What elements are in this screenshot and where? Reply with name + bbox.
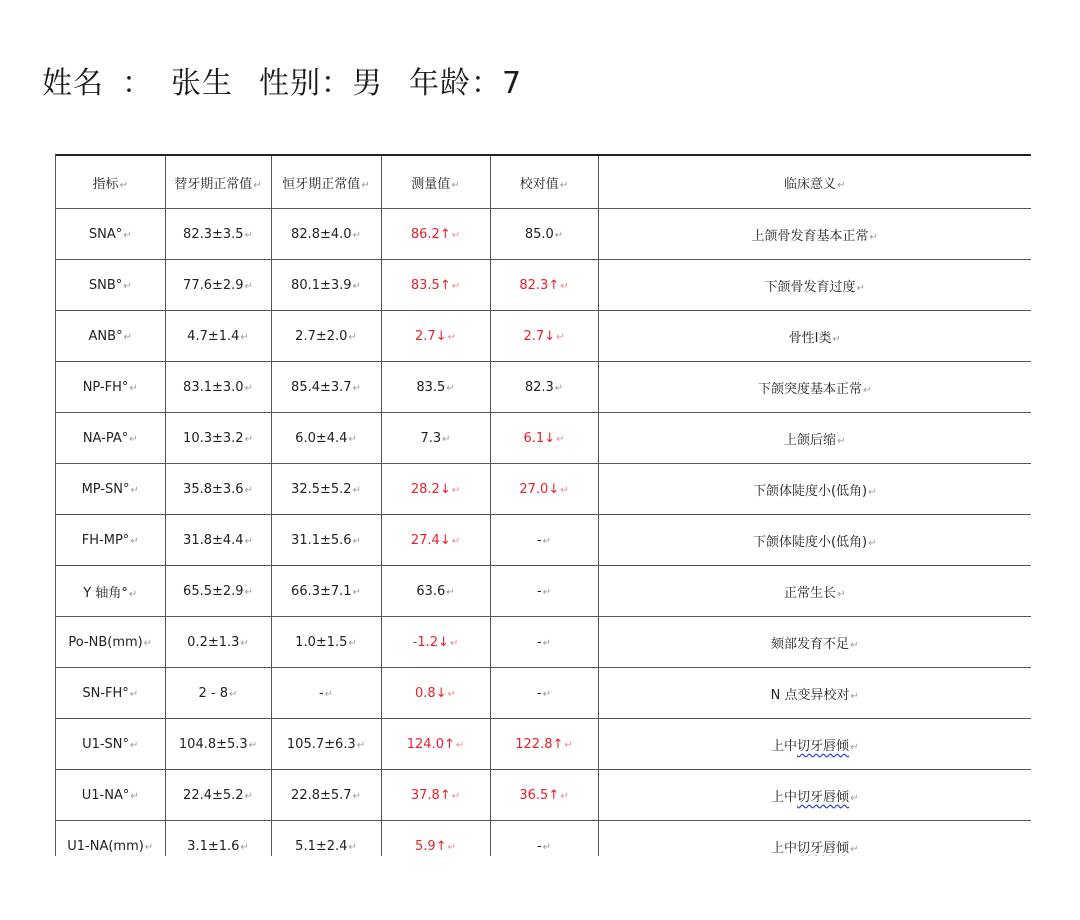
clinical-meaning-text: 骨性Ⅰ类: [788, 330, 832, 346]
cell-index-text: Po-NB(mm): [68, 634, 143, 650]
cell-mixed-normal-text: 65.5±2.9: [183, 583, 244, 599]
paragraph-mark-icon: ↵: [837, 588, 846, 600]
cell-mixed-normal-text: 0.2±1.3: [187, 634, 240, 650]
paragraph-mark-icon: ↵: [348, 433, 357, 445]
cell-checked-text: 82.3: [524, 379, 554, 395]
cell-permanent-normal-text: 82.8±4.0: [291, 226, 352, 242]
cell-permanent-normal-text: 1.0±1.5: [295, 634, 348, 650]
cell-mixed-normal: [165, 362, 271, 413]
paragraph-mark-icon: ↵: [856, 282, 865, 294]
paragraph-mark-icon: ↵: [850, 741, 859, 753]
cell-permanent-normal-text: 2.7±2.0: [295, 328, 348, 344]
table-row: [56, 260, 1031, 311]
paragraph-mark-icon: ↵: [352, 382, 361, 394]
paragraph-mark-icon: ↵: [352, 229, 361, 241]
cell-mixed-normal-text: 22.4±5.2: [183, 787, 244, 803]
clinical-meaning-text: 上中: [771, 789, 798, 805]
cell-checked: [490, 515, 598, 566]
cell-mixed-normal-text: 77.6±2.9: [183, 277, 244, 293]
cell-measured: [381, 209, 490, 260]
cell-measured: [381, 311, 490, 362]
patient-info-line: [42, 58, 522, 102]
paragraph-mark-icon: ↵: [446, 586, 455, 598]
paragraph-mark-icon: ↵: [863, 384, 872, 396]
cell-checked-text: 6.1↓: [523, 430, 556, 446]
cell-permanent-normal: [271, 311, 381, 362]
cell-measured: [381, 668, 490, 719]
paragraph-mark-icon: ↵: [352, 484, 361, 496]
age-value: 7: [502, 66, 523, 101]
cell-checked-text: -: [536, 634, 542, 650]
cell-mixed-normal: [165, 260, 271, 311]
paragraph-mark-icon: ↵: [451, 535, 461, 547]
cell-measured: [381, 260, 490, 311]
clinical-meaning-text: 上颌骨发育基本正常: [751, 228, 869, 244]
cell-permanent-normal: [271, 464, 381, 515]
paragraph-mark-icon: ↵: [356, 739, 366, 751]
paragraph-mark-icon: ↵: [253, 179, 262, 191]
cell-permanent-normal: [271, 770, 381, 821]
cell-clinical-meaning: [598, 821, 1031, 857]
cell-checked: [490, 770, 598, 821]
cell-index-text: MP-SN°: [81, 481, 130, 497]
paragraph-mark-icon: ↵: [554, 229, 564, 241]
cell-checked: [490, 719, 598, 770]
paragraph-mark-icon: ↵: [129, 433, 138, 445]
cell-index: [56, 413, 165, 464]
cell-measured: [381, 515, 490, 566]
clinical-meaning-text: 上中: [771, 738, 798, 754]
header-mixed-dentition-normal: [165, 156, 271, 209]
paragraph-mark-icon: ↵: [559, 179, 569, 191]
cell-index: [56, 566, 165, 617]
table-header-row: [56, 156, 1031, 209]
clinical-meaning-text: 下颌突度基本正常: [758, 381, 863, 397]
table-row: [56, 209, 1031, 260]
paragraph-mark-icon: ↵: [556, 433, 565, 445]
header-checked-value-text: 校对值: [519, 176, 559, 192]
paragraph-mark-icon: ↵: [868, 486, 877, 498]
cell-measured-text: 0.8↓: [415, 685, 447, 701]
cell-measured: [381, 464, 490, 515]
paragraph-mark-icon: ↵: [447, 688, 456, 700]
cell-checked: [490, 413, 598, 464]
cell-checked: [490, 464, 598, 515]
cell-index-text: U1-NA°: [81, 787, 130, 803]
cell-clinical-meaning: [598, 311, 1031, 362]
paragraph-mark-icon: ↵: [244, 790, 253, 802]
cell-clinical-meaning: [598, 668, 1031, 719]
cell-index-text: FH-MP°: [81, 532, 130, 548]
cell-mixed-normal-text: 82.3±3.5: [183, 226, 244, 242]
cell-index: [56, 821, 165, 857]
header-mixed-dentition-normal-text: 替牙期正常值: [174, 176, 253, 192]
cell-permanent-normal-text: 80.1±3.9: [291, 277, 352, 293]
paragraph-mark-icon: ↵: [119, 179, 128, 191]
cell-index-text: SNA°: [88, 226, 123, 242]
cell-checked-text: 82.3↑: [519, 277, 560, 293]
paragraph-mark-icon: ↵: [352, 790, 361, 802]
cell-measured-text: 86.2↑: [410, 226, 451, 242]
gender-label: 性别：: [259, 66, 352, 101]
table-row: [56, 311, 1031, 362]
cell-permanent-normal: [271, 719, 381, 770]
header-permanent-dentition-normal: [271, 156, 381, 209]
paragraph-mark-icon: ↵: [130, 484, 139, 496]
paragraph-mark-icon: ↵: [542, 841, 552, 853]
paragraph-mark-icon: ↵: [352, 535, 361, 547]
cell-index-text: U1-SN°: [82, 736, 130, 752]
clinical-meaning-text: 下颌体陡度小(低角): [752, 534, 868, 550]
paragraph-mark-icon: ↵: [868, 537, 877, 549]
cell-measured-text: 5.9↑: [415, 838, 447, 854]
cell-mixed-normal: [165, 413, 271, 464]
cell-checked: [490, 362, 598, 413]
age-label: 年龄：: [409, 66, 502, 101]
cell-permanent-normal: [271, 362, 381, 413]
cell-permanent-normal: [271, 209, 381, 260]
header-measured-value-text: 测量值: [411, 176, 451, 192]
cell-measured: [381, 362, 490, 413]
cell-clinical-meaning: [598, 515, 1031, 566]
paragraph-mark-icon: ↵: [248, 739, 258, 751]
cell-index-text: ANB°: [88, 328, 123, 344]
cell-index: [56, 311, 165, 362]
clinical-meaning-text: N 点变异校对: [770, 687, 850, 703]
spellcheck-underlined-text: 切牙唇倾: [797, 789, 850, 805]
paragraph-mark-icon: ↵: [244, 433, 253, 445]
paragraph-mark-icon: ↵: [560, 280, 569, 292]
cell-measured: [381, 719, 490, 770]
paragraph-mark-icon: ↵: [128, 588, 138, 600]
paragraph-mark-icon: ↵: [348, 841, 357, 853]
cell-mixed-normal: [165, 209, 271, 260]
cell-checked-text: 2.7↓: [523, 328, 556, 344]
cell-measured-text: 2.7↓: [415, 328, 447, 344]
paragraph-mark-icon: ↵: [449, 637, 459, 649]
cell-permanent-normal-text: 31.1±5.6: [291, 532, 352, 548]
cell-checked-text: 36.5↑: [519, 787, 560, 803]
clinical-meaning-text: 颏部发育不足: [771, 636, 850, 652]
clinical-meaning-text: 下颌骨发育过度: [764, 279, 856, 295]
paragraph-mark-icon: ↵: [455, 739, 465, 751]
paragraph-mark-icon: ↵: [837, 179, 846, 191]
cell-checked-text: -: [536, 532, 542, 548]
cell-measured-text: 7.3: [420, 430, 442, 446]
cell-permanent-normal-text: -: [318, 685, 324, 701]
paragraph-mark-icon: ↵: [451, 484, 461, 496]
paragraph-mark-icon: ↵: [240, 637, 249, 649]
paragraph-mark-icon: ↵: [130, 739, 139, 751]
paragraph-mark-icon: ↵: [442, 433, 451, 445]
cell-index-text: SNB°: [88, 277, 123, 293]
cell-permanent-normal: [271, 668, 381, 719]
paragraph-mark-icon: ↵: [144, 841, 154, 853]
cell-mixed-normal: [165, 566, 271, 617]
header-index-text: 指标: [92, 176, 119, 192]
cell-index-text: NA-PA°: [82, 430, 129, 446]
cell-permanent-normal: [271, 821, 381, 857]
cell-clinical-meaning: [598, 770, 1031, 821]
cell-checked-text: -: [536, 685, 542, 701]
cell-measured-text: 37.8↑: [410, 787, 451, 803]
paragraph-mark-icon: ↵: [130, 790, 139, 802]
paragraph-mark-icon: ↵: [143, 637, 153, 649]
cell-measured-text: 28.2↓: [410, 481, 451, 497]
cell-checked: [490, 209, 598, 260]
clinical-meaning-text: 下颌体陡度小(低角): [752, 483, 868, 499]
cell-index: [56, 515, 165, 566]
cell-measured-text: 63.6: [416, 583, 446, 599]
cell-permanent-normal-text: 105.7±6.3: [286, 736, 356, 752]
cell-permanent-normal: [271, 515, 381, 566]
header-index: [56, 156, 165, 209]
paragraph-mark-icon: ↵: [123, 331, 132, 343]
cell-clinical-meaning: [598, 617, 1031, 668]
cell-clinical-meaning: [598, 209, 1031, 260]
table-row: [56, 362, 1031, 413]
cell-measured: [381, 566, 490, 617]
paragraph-mark-icon: ↵: [352, 280, 361, 292]
cell-permanent-normal-text: 5.1±2.4: [295, 838, 348, 854]
cell-checked: [490, 617, 598, 668]
name-value: 张生: [171, 66, 233, 101]
cell-checked: [490, 566, 598, 617]
header-measured-value: [381, 156, 490, 209]
header-clinical-meaning-text: 临床意义: [784, 176, 837, 192]
cell-measured-text: -1.2↓: [412, 634, 449, 650]
paragraph-mark-icon: ↵: [850, 792, 859, 804]
cell-clinical-meaning: [598, 719, 1031, 770]
cell-mixed-normal-text: 10.3±3.2: [183, 430, 244, 446]
cell-mixed-normal: [165, 719, 271, 770]
paragraph-mark-icon: ↵: [348, 331, 357, 343]
paragraph-mark-icon: ↵: [542, 688, 552, 700]
cell-permanent-normal-text: 85.4±3.7: [291, 379, 352, 395]
cell-checked-text: -: [536, 583, 542, 599]
cell-permanent-normal: [271, 260, 381, 311]
paragraph-mark-icon: ↵: [542, 535, 552, 547]
cell-measured-text: 83.5↑: [410, 277, 451, 293]
cell-index: [56, 770, 165, 821]
cell-index-text: SN-FH°: [82, 685, 129, 701]
name-separator: ：: [122, 66, 153, 101]
cell-measured: [381, 770, 490, 821]
cell-measured-text: 83.5: [416, 379, 446, 395]
cell-permanent-normal-text: 66.3±7.1: [291, 583, 352, 599]
paragraph-mark-icon: ↵: [123, 229, 132, 241]
cell-permanent-normal: [271, 617, 381, 668]
table-row: [56, 719, 1031, 770]
clinical-meaning-text: 上颌后缩: [784, 432, 837, 448]
paragraph-mark-icon: ↵: [352, 586, 361, 598]
cell-checked-text: 27.0↓: [519, 481, 560, 497]
cell-clinical-meaning: [598, 566, 1031, 617]
table-row: [56, 413, 1031, 464]
cell-mixed-normal-text: 31.8±4.4: [183, 532, 244, 548]
table-row: [56, 617, 1031, 668]
table-row: [56, 821, 1031, 857]
paragraph-mark-icon: ↵: [850, 639, 859, 651]
paragraph-mark-icon: ↵: [850, 690, 859, 702]
paragraph-mark-icon: ↵: [554, 382, 564, 394]
cell-permanent-normal-text: 6.0±4.4: [295, 430, 348, 446]
header-permanent-dentition-normal-text: 恒牙期正常值: [282, 176, 361, 192]
paragraph-mark-icon: ↵: [869, 231, 878, 243]
paragraph-mark-icon: ↵: [130, 535, 139, 547]
paragraph-mark-icon: ↵: [832, 333, 841, 345]
cell-measured: [381, 617, 490, 668]
table-row: [56, 464, 1031, 515]
cell-checked: [490, 821, 598, 857]
cell-clinical-meaning: [598, 464, 1031, 515]
paragraph-mark-icon: ↵: [129, 688, 139, 700]
paragraph-mark-icon: ↵: [451, 280, 461, 292]
cell-mixed-normal: [165, 770, 271, 821]
cell-checked: [490, 260, 598, 311]
cell-mixed-normal: [165, 617, 271, 668]
paragraph-mark-icon: ↵: [244, 382, 253, 394]
cell-index: [56, 719, 165, 770]
cell-index-text: Y 轴角°: [83, 585, 128, 601]
cell-index: [56, 260, 165, 311]
paragraph-mark-icon: ↵: [240, 841, 249, 853]
paragraph-mark-icon: ↵: [244, 229, 253, 241]
paragraph-mark-icon: ↵: [560, 790, 569, 802]
cell-clinical-meaning: [598, 413, 1031, 464]
table-row: [56, 515, 1031, 566]
paragraph-mark-icon: ↵: [564, 739, 573, 751]
paragraph-mark-icon: ↵: [348, 637, 357, 649]
cell-permanent-normal: [271, 413, 381, 464]
cell-mixed-normal: [165, 821, 271, 857]
paragraph-mark-icon: ↵: [361, 179, 370, 191]
cell-index: [56, 617, 165, 668]
paragraph-mark-icon: ↵: [542, 586, 552, 598]
cell-mixed-normal: [165, 311, 271, 362]
cell-permanent-normal-text: 32.5±5.2: [291, 481, 352, 497]
cell-checked-text: 122.8↑: [515, 736, 564, 752]
paragraph-mark-icon: ↵: [324, 688, 334, 700]
cell-clinical-meaning: [598, 362, 1031, 413]
cell-mixed-normal: [165, 668, 271, 719]
cephalometric-table: [56, 156, 1031, 856]
cell-checked-text: -: [536, 838, 542, 854]
cell-mixed-normal: [165, 515, 271, 566]
spellcheck-underlined-text: 切牙唇倾: [797, 840, 850, 856]
cell-mixed-normal-text: 2 - 8: [198, 685, 229, 701]
gender-value: 男: [352, 66, 383, 101]
paragraph-mark-icon: ↵: [556, 331, 565, 343]
clinical-meaning-text: 正常生长: [784, 585, 837, 601]
cell-checked: [490, 311, 598, 362]
cell-permanent-normal: [271, 566, 381, 617]
spellcheck-underlined-text: 切牙唇倾: [797, 738, 850, 754]
cell-index: [56, 362, 165, 413]
cell-checked: [490, 668, 598, 719]
table-row: [56, 566, 1031, 617]
cell-mixed-normal-text: 104.8±5.3: [178, 736, 248, 752]
cell-index: [56, 464, 165, 515]
paragraph-mark-icon: ↵: [837, 435, 846, 447]
cell-mixed-normal-text: 4.7±1.4: [187, 328, 240, 344]
paragraph-mark-icon: ↵: [447, 331, 456, 343]
cell-mixed-normal: [165, 464, 271, 515]
paragraph-mark-icon: ↵: [229, 688, 238, 700]
paragraph-mark-icon: ↵: [244, 535, 253, 547]
cell-measured-text: 124.0↑: [406, 736, 455, 752]
cell-mixed-normal-text: 35.8±3.6: [183, 481, 244, 497]
table-row: [56, 668, 1031, 719]
cell-index: [56, 668, 165, 719]
paragraph-mark-icon: ↵: [542, 637, 552, 649]
header-checked-value: [490, 156, 598, 209]
paragraph-mark-icon: ↵: [447, 841, 456, 853]
paragraph-mark-icon: ↵: [244, 280, 253, 292]
cell-index-text: U1-NA(mm): [67, 838, 144, 854]
header-clinical-meaning: [598, 156, 1031, 209]
cell-clinical-meaning: [598, 260, 1031, 311]
paragraph-mark-icon: ↵: [244, 484, 253, 496]
paragraph-mark-icon: ↵: [446, 382, 455, 394]
paragraph-mark-icon: ↵: [451, 179, 460, 191]
paragraph-mark-icon: ↵: [850, 843, 859, 855]
cell-measured: [381, 821, 490, 857]
paragraph-mark-icon: ↵: [240, 331, 249, 343]
paragraph-mark-icon: ↵: [129, 382, 138, 394]
table-row: [56, 770, 1031, 821]
cell-checked-text: 85.0: [524, 226, 554, 242]
paragraph-mark-icon: ↵: [451, 790, 461, 802]
name-label: 姓名: [42, 66, 104, 101]
cephalometric-table-container: [55, 154, 1031, 856]
cell-measured-text: 27.4↓: [410, 532, 451, 548]
clinical-meaning-text: 上中: [771, 840, 798, 856]
table-body: [56, 156, 1031, 856]
paragraph-mark-icon: ↵: [123, 280, 132, 292]
cell-mixed-normal-text: 3.1±1.6: [187, 838, 240, 854]
cell-permanent-normal-text: 22.8±5.7: [291, 787, 352, 803]
paragraph-mark-icon: ↵: [244, 586, 253, 598]
cell-index: [56, 209, 165, 260]
paragraph-mark-icon: ↵: [451, 229, 461, 241]
cell-index-text: NP-FH°: [82, 379, 129, 395]
cell-mixed-normal-text: 83.1±3.0: [183, 379, 244, 395]
paragraph-mark-icon: ↵: [560, 484, 569, 496]
cell-measured: [381, 413, 490, 464]
